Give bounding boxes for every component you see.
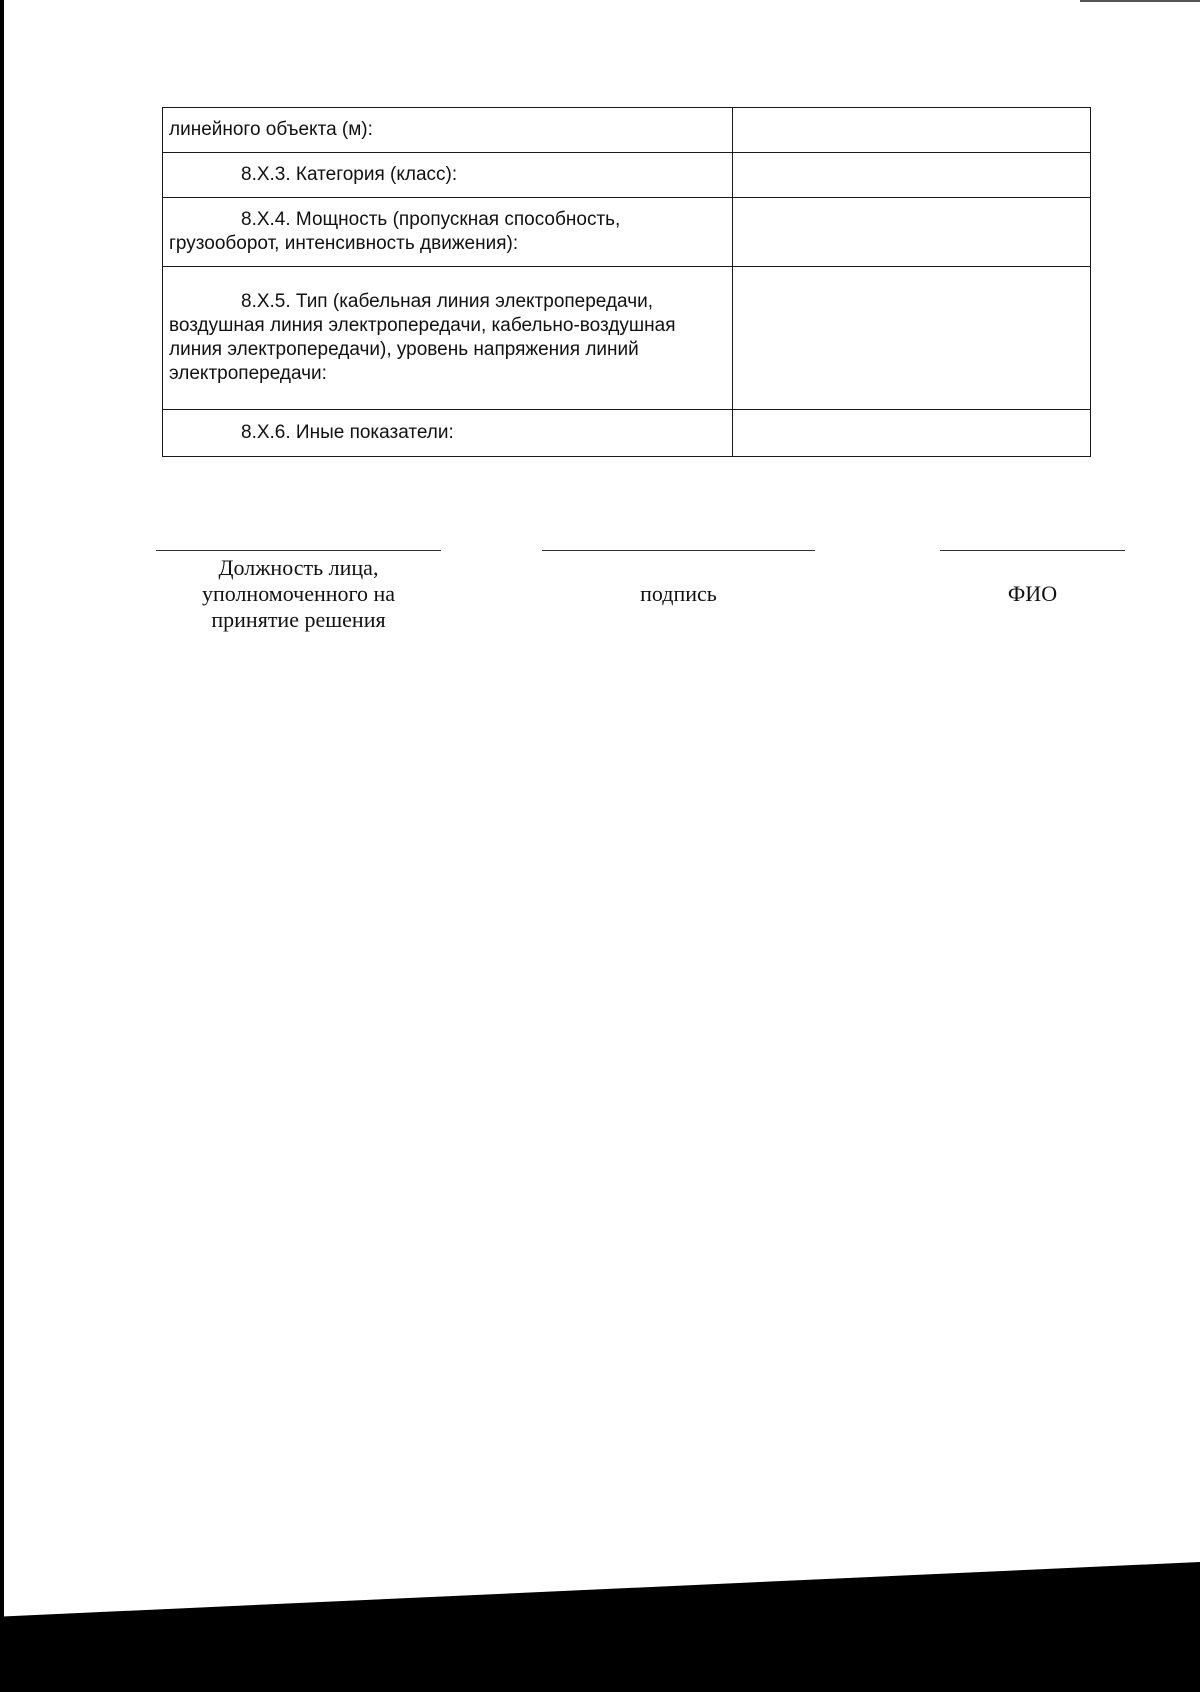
row-value [733,267,1091,410]
row-label [163,267,733,410]
signature-position-block [156,550,441,633]
row-label-text: 8.X.6. Иные показатели: [241,422,454,443]
position-caption: Должность лица, уполномоченного на принятие решения [201,555,396,632]
signature-sign-block [542,550,815,607]
row-label-text: 8.X.4. Мощность (пропускная способность, грузооборот, интенсивность движения): [169,209,621,254]
row-label [163,198,733,267]
table-row [163,267,1091,410]
table-row [163,153,1091,198]
row-label [163,153,733,198]
position-line [156,550,441,551]
fio-line [940,550,1125,551]
row-label-text: линейного объекта (м): [169,119,373,140]
scan-edge-top [1080,0,1200,2]
row-label-text: 8.X.3. Категория (класс): [241,164,458,185]
row-value [733,108,1091,153]
scan-edge-bottom [0,1562,1200,1692]
form-table [162,107,1091,457]
row-value [733,153,1091,198]
table-row [163,198,1091,267]
row-value [733,410,1091,457]
row-label [163,410,733,457]
table-row [163,108,1091,153]
signature-caption: подпись [640,581,717,606]
row-label [163,108,733,153]
row-value [733,198,1091,267]
scan-edge-left [0,0,4,1692]
table-row [163,410,1091,457]
signature-line [542,550,815,551]
fio-caption: ФИО [1007,581,1058,606]
row-label-text: 8.X.5. Тип (кабельная линия электропередачи, воздушная линия электропередачи, кабельно-воздушная линия электропередачи), уровень напряжения линий электропередачи: [169,291,676,384]
signature-fio-block [940,550,1125,607]
